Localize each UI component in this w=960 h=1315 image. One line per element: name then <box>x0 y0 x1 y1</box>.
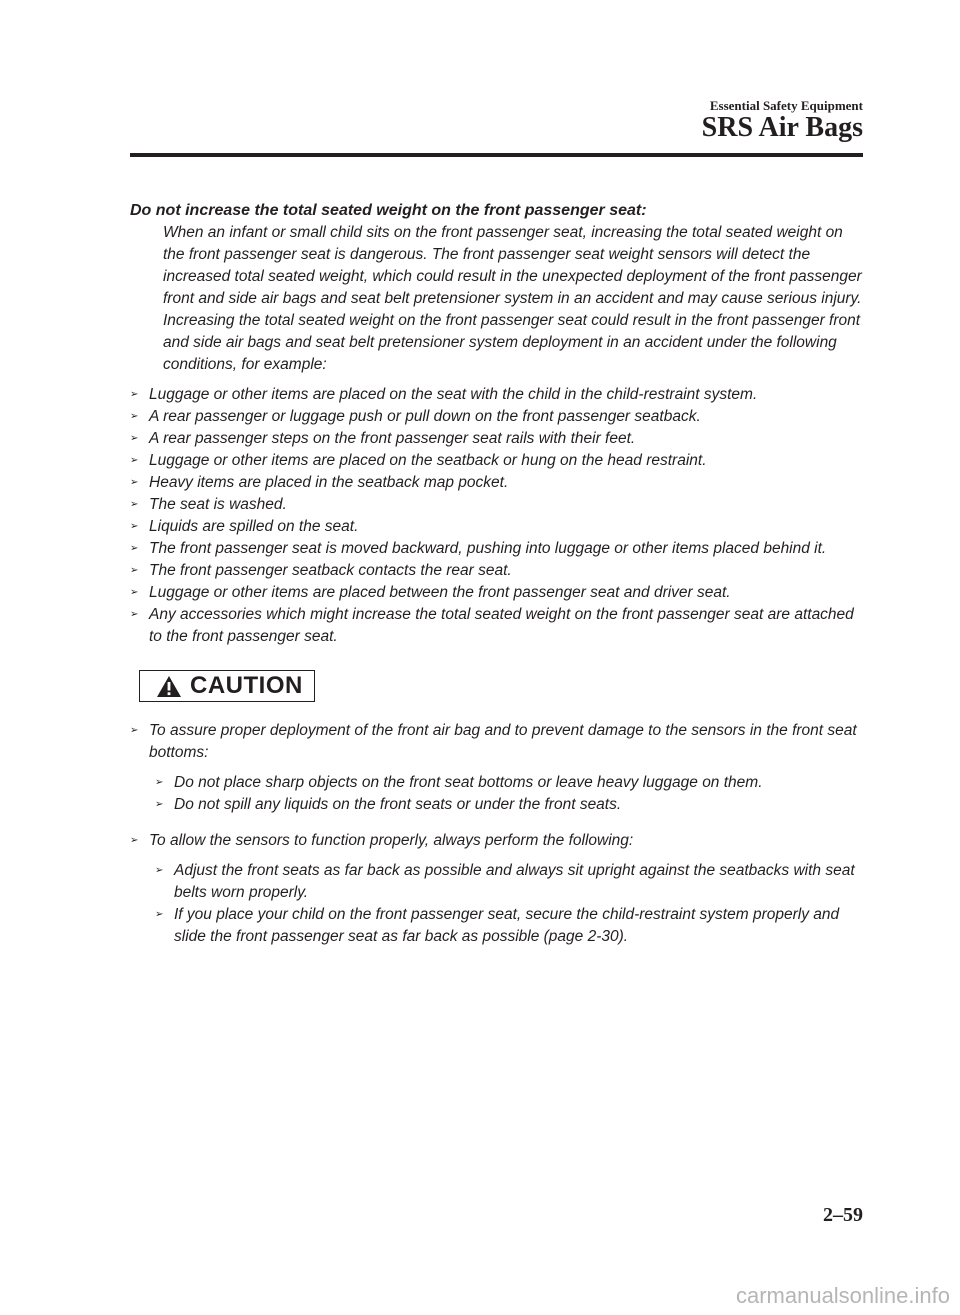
list-item: ➢ Heavy items are placed in the seatback map pocket. <box>130 472 865 494</box>
arrow-bullet-icon: ➢ <box>130 565 139 576</box>
list-item: ➢ A rear passenger or luggage push or pull down on the front passenger seatback. <box>130 406 865 428</box>
arrow-bullet-icon: ➢ <box>130 587 139 598</box>
header-section: Essential Safety Equipment <box>709 98 863 113</box>
caution-label: CAUTION <box>190 672 303 699</box>
arrow-bullet-icon: ➢ <box>130 835 139 846</box>
content <box>130 200 865 962</box>
list-item: ➢ Any accessories which might increase the total seated weight on the front passenger seat are attached to the front passenger seat. <box>130 606 854 645</box>
caution-item: ➢ To allow the sensors to function properly, always perform the following: ➢ Adjust the front seats as far back as possible and always sit upright against the seatbacks with seat belts worn properly. ➢ If you place your child on the front passenger seat, secure the child-restraint system properly and slide the front passenger seat as far back as possible (page 2-30). <box>130 830 865 948</box>
warning-heading: Do not increase the total seated weight on the front passenger seat: <box>130 202 647 219</box>
header-rule <box>130 153 863 157</box>
caution-label-box <box>139 670 315 702</box>
list-item: ➢ If you place your child on the front passenger seat, secure the child-restraint system properly and slide the front passenger seat as far back as possible (page 2-30). <box>155 906 840 945</box>
caution-sub-list <box>155 860 865 948</box>
page-number: 2–59 <box>823 1204 863 1226</box>
caution-sub-list <box>155 772 865 816</box>
arrow-bullet-icon: ➢ <box>155 909 164 920</box>
arrow-bullet-icon: ➢ <box>130 521 139 532</box>
watermark-url: carmanualsonline.info <box>735 1283 950 1308</box>
list-item: ➢ Luggage or other items are placed between the front passenger seat and driver seat. <box>130 582 865 604</box>
list-item: ➢ A rear passenger steps on the front passenger seat rails with their feet. <box>130 428 865 450</box>
arrow-bullet-icon: ➢ <box>155 777 164 788</box>
arrow-bullet-icon: ➢ <box>130 609 139 620</box>
arrow-bullet-icon: ➢ <box>130 543 139 554</box>
list-item: ➢ Do not spill any liquids on the front seats or under the front seats. <box>155 794 865 816</box>
list-item: ➢ The front passenger seatback contacts the rear seat. <box>130 560 865 582</box>
list-item: ➢ Adjust the front seats as far back as possible and always sit upright against the seatbacks with seat belts worn properly. <box>155 862 855 901</box>
arrow-bullet-icon: ➢ <box>130 499 139 510</box>
arrow-bullet-icon: ➢ <box>155 799 164 810</box>
page-title: SRS Air Bags <box>701 112 863 143</box>
arrow-bullet-icon: ➢ <box>130 477 139 488</box>
arrow-bullet-icon: ➢ <box>130 389 139 400</box>
list-item: ➢ Luggage or other items are placed on the seat with the child in the child-restraint system. <box>130 384 865 406</box>
arrow-bullet-icon: ➢ <box>130 455 139 466</box>
warning-triangle-icon <box>156 675 182 698</box>
list-item: ➢ Do not place sharp objects on the front seat bottoms or leave heavy luggage on them. <box>155 772 865 794</box>
arrow-bullet-icon: ➢ <box>130 433 139 444</box>
list-item: ➢ Liquids are spilled on the seat. <box>130 516 865 538</box>
warning-body: When an infant or small child sits on the front passenger seat, increasing the total seated weight on the front passenger seat is dangerous. The front passenger seat weight sensors will detect the increased total seated weight, which could result in the unexpected deployment of the front passenger front and side air bags and seat belt pretensioner system in an accident and may cause serious injury. Increasing the total seated weight on the front passenger seat could result in the front passenger front and side air bags and seat belt pretensioner system deployment in an accident under the following conditions, for example: <box>163 224 862 373</box>
list-item: ➢ Luggage or other items are placed on the seatback or hung on the head restraint. <box>130 450 865 472</box>
warning-bullet-list <box>130 384 865 648</box>
caution-list <box>130 720 865 948</box>
list-item: ➢ The seat is washed. <box>130 494 865 516</box>
arrow-bullet-icon: ➢ <box>130 725 139 736</box>
caution-item: ➢ To assure proper deployment of the front air bag and to prevent damage to the sensors in the front seat bottoms: ➢ Do not place sharp objects on the front seat bottoms or leave heavy luggage on them. ➢ Do not spill any liquids on the front seats or under the front seats. <box>130 720 865 816</box>
list-item: ➢ The front passenger seat is moved backward, pushing into luggage or other items placed behind it. <box>130 538 865 560</box>
arrow-bullet-icon: ➢ <box>130 411 139 422</box>
arrow-bullet-icon: ➢ <box>155 865 164 876</box>
